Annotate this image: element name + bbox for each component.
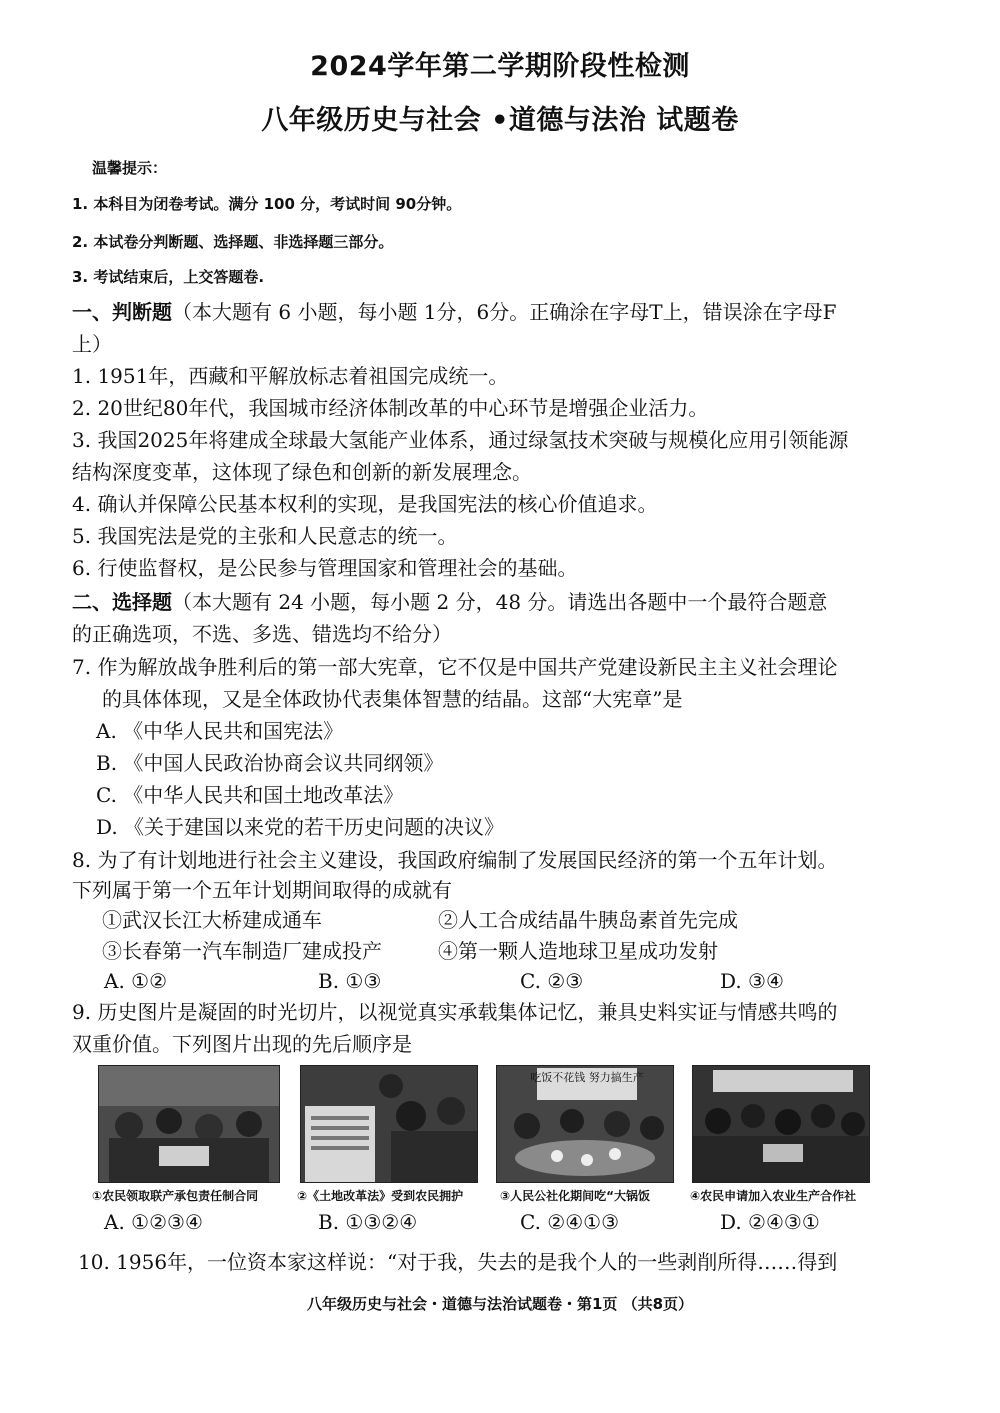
section1-note-cont: 上）	[72, 332, 112, 356]
q9-photo-3	[496, 1065, 674, 1183]
judgement-item-cont: 结构深度变革，这体现了绿色和创新的新发展理念。	[72, 460, 532, 484]
q8-stem: 8. 为了有计划地进行社会主义建设，我国政府编制了发展国民经济的第一个五年计划。	[72, 848, 838, 872]
q9-option-b: B. ①③②④	[318, 1210, 418, 1234]
photo-4-image	[693, 1066, 869, 1182]
q8-item-4: ④第一颗人造地球卫星成功发射	[438, 939, 718, 963]
q8-option-b: B. ①③	[318, 969, 382, 993]
tips-heading: 温馨提示：	[92, 159, 168, 177]
photo-3-image	[497, 1066, 673, 1182]
judgement-item: 5. 我国宪法是党的主张和人民意志的统一。	[72, 524, 458, 548]
section2-header	[72, 588, 932, 616]
photo-3-slogan: 吃饭不花钱 努力搞生产	[530, 1071, 644, 1084]
q9-option-a: A. ①②③④	[104, 1210, 203, 1234]
q7-option-a: A. 《中华人民共和国宪法》	[96, 719, 344, 743]
tip-item: 2. 本试卷分判断题、选择题、非选择题三部分。	[72, 233, 394, 251]
q7-stem: 7. 作为解放战争胜利后的第一部大宪章，它不仅是中国共产党建设新民主主义社会理论	[72, 655, 838, 679]
q8-item-2: ②人工合成结晶牛胰岛素首先完成	[438, 908, 738, 932]
section2-note: （本大题有 24 小题，每小题 2 分，48 分。请选出各题中一个最符合题意	[172, 590, 828, 614]
section1-note: （本大题有 6 小题，每小题 1分，6分。正确涂在字母T上，错误涂在字母F	[172, 300, 837, 324]
section1-heading: 一、判断题	[72, 300, 172, 324]
q8-option-c: C. ②③	[520, 969, 584, 993]
q9-photo-1	[98, 1065, 280, 1183]
q7-option-c: C. 《中华人民共和国土地改革法》	[96, 783, 404, 807]
q8-stem-cont: 下列属于第一个五年计划期间取得的成就有	[72, 878, 452, 902]
judgement-item: 4. 确认并保障公民基本权利的实现，是我国宪法的核心价值追求。	[72, 492, 658, 516]
q9-photo-2	[300, 1065, 478, 1183]
q7-option-d: D. 《关于建国以来党的若干历史问题的决议》	[96, 815, 505, 839]
q8-item-1: ①武汉长江大桥建成通车	[102, 908, 322, 932]
q9-stem: 9. 历史图片是凝固的时光切片，以视觉真实承载集体记忆，兼具史料实证与情感共鸣的	[72, 1000, 838, 1024]
tip-item: 3. 考试结束后，上交答题卷.	[72, 268, 265, 286]
q9-photo-2-caption: ②《土地改革法》受到农民拥护	[297, 1189, 464, 1203]
q8-option-a: A. ①②	[104, 969, 168, 993]
section1-header	[72, 298, 932, 326]
section2-heading: 二、选择题	[72, 590, 172, 614]
q9-photo-1-caption: ①农民领取联产承包责任制合同	[92, 1189, 259, 1203]
q9-photo-4-caption: ④农民申请加入农业生产合作社	[690, 1189, 857, 1203]
page-title: 2024学年第二学期阶段性检测	[310, 51, 690, 82]
judgement-item: 1. 1951年，西藏和平解放标志着祖国完成统一。	[72, 364, 509, 388]
q8-item-3: ③长春第一汽车制造厂建成投产	[102, 939, 382, 963]
judgement-item: 3. 我国2025年将建成全球最大氢能产业体系，通过绿氢技术突破与规模化应用引领能源	[72, 428, 849, 452]
page-subtitle: 八年级历史与社会 •道德与法治 试题卷	[261, 105, 739, 136]
q7-stem-cont: 的具体体现，又是全体政协代表集体智慧的结晶。这部“大宪章”是	[102, 687, 683, 711]
q7-option-b: B. 《中国人民政治协商会议共同纲领》	[96, 751, 444, 775]
q10-stem: 10. 1956年，一位资本家这样说：“对于我，失去的是我个人的一些剥削所得……得到	[78, 1250, 838, 1274]
q8-option-d: D. ③④	[720, 969, 784, 993]
photo-1-image	[99, 1066, 279, 1182]
q9-photo-4	[692, 1065, 870, 1183]
judgement-item: 6. 行使监督权，是公民参与管理国家和管理社会的基础。	[72, 556, 578, 580]
q9-option-c: C. ②④①③	[520, 1210, 620, 1234]
tip-item: 1. 本科目为闭卷考试。满分 100 分，考试时间 90分钟。	[72, 195, 462, 213]
judgement-item: 2. 20世纪80年代，我国城市经济体制改革的中心环节是增强企业活力。	[72, 396, 709, 420]
q9-option-d: D. ②④③①	[720, 1210, 820, 1234]
q9-photo-3-caption: ③人民公社化期间吃“大锅饭	[500, 1189, 651, 1203]
section2-note-cont: 的正确选项，不选、多选、错选均不给分）	[72, 622, 452, 646]
q9-stem-cont: 双重价值。下列图片出现的先后顺序是	[72, 1032, 412, 1056]
photo-2-image	[301, 1066, 477, 1182]
page-footer: 八年级历史与社会・道德与法治试题卷・第1页 （共8页）	[306, 1295, 694, 1313]
